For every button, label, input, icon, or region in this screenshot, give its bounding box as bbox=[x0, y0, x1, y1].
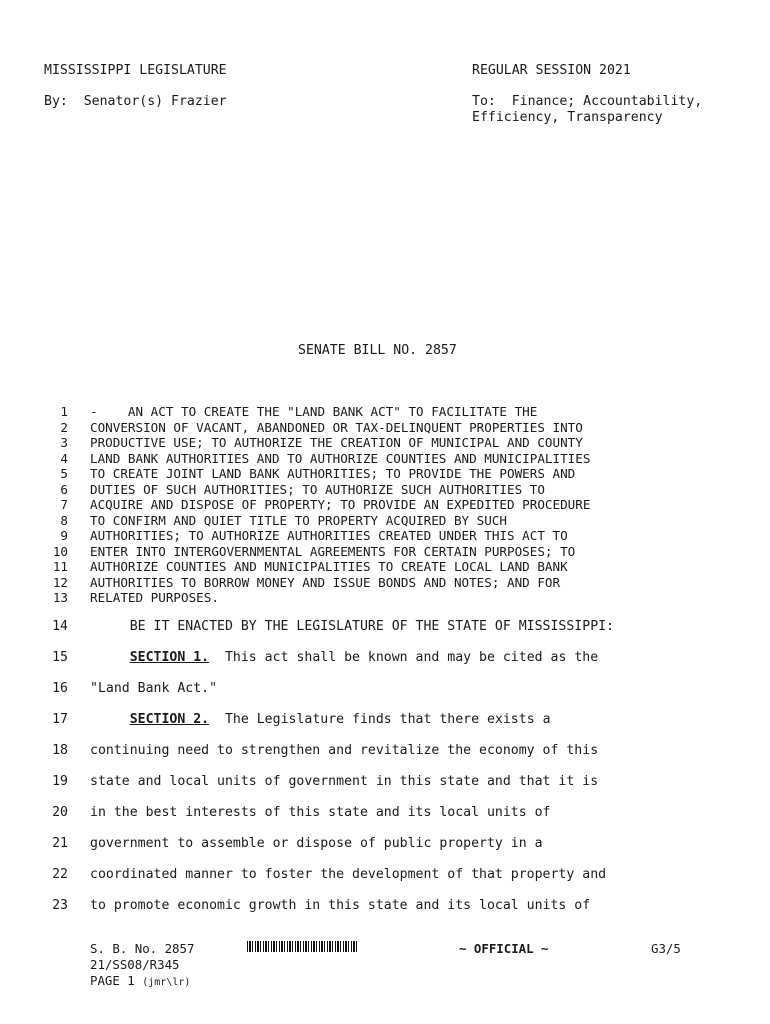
line-text: coordinated manner to foster the development of that property and bbox=[90, 867, 607, 882]
line-number: 2 bbox=[60, 419, 68, 435]
line-row bbox=[0, 466, 770, 482]
line-text: - AN ACT TO CREATE THE "LAND BANK ACT" TO FACILITATE THE bbox=[90, 404, 538, 419]
line-row bbox=[0, 420, 770, 436]
line-row bbox=[0, 619, 770, 637]
line-text: PRODUCTIVE USE; TO AUTHORIZE THE CREATION OF MUNICIPAL AND COUNTY bbox=[90, 435, 583, 450]
line-number: 23 bbox=[52, 898, 68, 913]
line-number: 17 bbox=[52, 712, 68, 727]
line-text: LAND BANK AUTHORITIES AND TO AUTHORIZE COUNTIES AND MUNICIPALITIES bbox=[90, 450, 591, 466]
line-row bbox=[0, 805, 770, 823]
line-number: 20 bbox=[52, 805, 68, 820]
line-text bbox=[90, 712, 551, 727]
line-row bbox=[0, 712, 770, 730]
line-text: TO CONFIRM AND QUIET TITLE TO PROPERTY ACQUIRED BY SUCH bbox=[90, 512, 508, 528]
line-number: 19 bbox=[52, 774, 68, 789]
line-row bbox=[0, 575, 770, 591]
line-text: continuing need to strengthen and revitalize the economy of this bbox=[90, 743, 599, 758]
line-text: AUTHORITIES; TO AUTHORIZE AUTHORITIES CREATED UNDER THIS ACT TO bbox=[90, 528, 568, 543]
line-row bbox=[0, 898, 770, 916]
line-text bbox=[90, 650, 598, 665]
section-heading: SECTION 1. bbox=[129, 650, 210, 665]
line-text: to promote economic growth in this state and its local units of bbox=[90, 898, 591, 913]
footer-page bbox=[90, 973, 190, 988]
line-number: 1 bbox=[60, 404, 68, 419]
line-text: AUTHORIZE COUNTIES AND MUNICIPALITIES TO CREATE LOCAL LAND BANK bbox=[90, 559, 568, 574]
session-label: REGULAR SESSION 2021 bbox=[472, 63, 631, 78]
line-row bbox=[0, 650, 770, 668]
line-number: 18 bbox=[52, 743, 68, 758]
line-number: 15 bbox=[52, 650, 68, 665]
line-row bbox=[0, 559, 770, 575]
line-text: ENTER INTO INTERGOVERNMENTAL AGREEMENTS FOR CERTAIN PURPOSES; TO bbox=[90, 543, 576, 559]
section-text: This act shall be known and may be cited as the bbox=[209, 650, 599, 665]
committee-line-1: To: Finance; Accountability, bbox=[472, 94, 703, 109]
line-text: RELATED PURPOSES. bbox=[90, 590, 219, 605]
line-number: 4 bbox=[60, 450, 68, 466]
footer-official: ~ OFFICIAL ~ bbox=[459, 941, 549, 956]
footer-code: G3/5 bbox=[651, 941, 681, 956]
line-row bbox=[0, 836, 770, 854]
line-text: BE IT ENACTED BY THE LEGISLATURE OF THE STATE OF MISSISSIPPI: bbox=[90, 619, 615, 634]
line-row bbox=[0, 544, 770, 560]
line-text: in the best interests of this state and its local units of bbox=[90, 805, 551, 820]
footer-initials: (jmr\lr) bbox=[142, 977, 191, 988]
line-row bbox=[0, 482, 770, 498]
line-number: 16 bbox=[52, 681, 68, 696]
line-row bbox=[0, 590, 770, 606]
line-text: AUTHORITIES TO BORROW MONEY AND ISSUE BONDS AND NOTES; AND FOR bbox=[90, 574, 561, 590]
line-number: 14 bbox=[52, 619, 68, 634]
legislature-name: MISSISSIPPI LEGISLATURE bbox=[44, 63, 227, 78]
sponsor-line: By: Senator(s) Frazier bbox=[44, 94, 227, 109]
line-text: government to assemble or dispose of public property in a bbox=[90, 836, 543, 851]
bill-number-title: SENATE BILL NO. 2857 bbox=[298, 343, 457, 358]
line-row bbox=[0, 743, 770, 761]
barcode bbox=[247, 941, 357, 952]
footer-bill-ref: S. B. No. 2857 bbox=[90, 941, 195, 956]
line-row bbox=[0, 774, 770, 792]
footer-version: 21/SS08/R345 bbox=[90, 957, 180, 972]
line-number: 7 bbox=[60, 497, 68, 512]
line-number: 3 bbox=[60, 435, 68, 450]
line-number: 5 bbox=[60, 466, 68, 481]
section-heading: SECTION 2. bbox=[129, 712, 210, 727]
line-number: 6 bbox=[60, 481, 68, 497]
line-text: ACQUIRE AND DISPOSE OF PROPERTY; TO PROVIDE AN EXPEDITED PROCEDURE bbox=[90, 497, 591, 512]
line-number: 12 bbox=[52, 574, 68, 590]
line-number: 8 bbox=[60, 512, 68, 528]
line-text: "Land Bank Act." bbox=[90, 681, 218, 696]
committee-line-2: Efficiency, Transparency bbox=[472, 110, 663, 125]
line-text: state and local units of government in this state and that it is bbox=[90, 774, 599, 789]
line-number: 22 bbox=[52, 867, 68, 882]
line-text: TO CREATE JOINT LAND BANK AUTHORITIES; TO PROVIDE THE POWERS AND bbox=[90, 466, 576, 481]
line-row bbox=[0, 513, 770, 529]
line-number: 11 bbox=[52, 559, 68, 574]
line-number: 13 bbox=[52, 590, 68, 605]
line-number: 21 bbox=[52, 836, 68, 851]
line-row bbox=[0, 435, 770, 451]
line-row bbox=[0, 497, 770, 513]
section-text: The Legislature finds that there exists a bbox=[209, 712, 551, 727]
line-text: DUTIES OF SUCH AUTHORITIES; TO AUTHORIZE SUCH AUTHORITIES TO bbox=[90, 481, 545, 497]
line-row bbox=[0, 404, 770, 420]
line-text: CONVERSION OF VACANT, ABANDONED OR TAX-DELINQUENT PROPERTIES INTO bbox=[90, 419, 583, 435]
line-row bbox=[0, 681, 770, 699]
page-number: PAGE 1 bbox=[90, 973, 135, 988]
line-row bbox=[0, 867, 770, 885]
line-row bbox=[0, 528, 770, 544]
line-row bbox=[0, 451, 770, 467]
line-number: 10 bbox=[52, 543, 68, 559]
line-number: 9 bbox=[60, 528, 68, 543]
